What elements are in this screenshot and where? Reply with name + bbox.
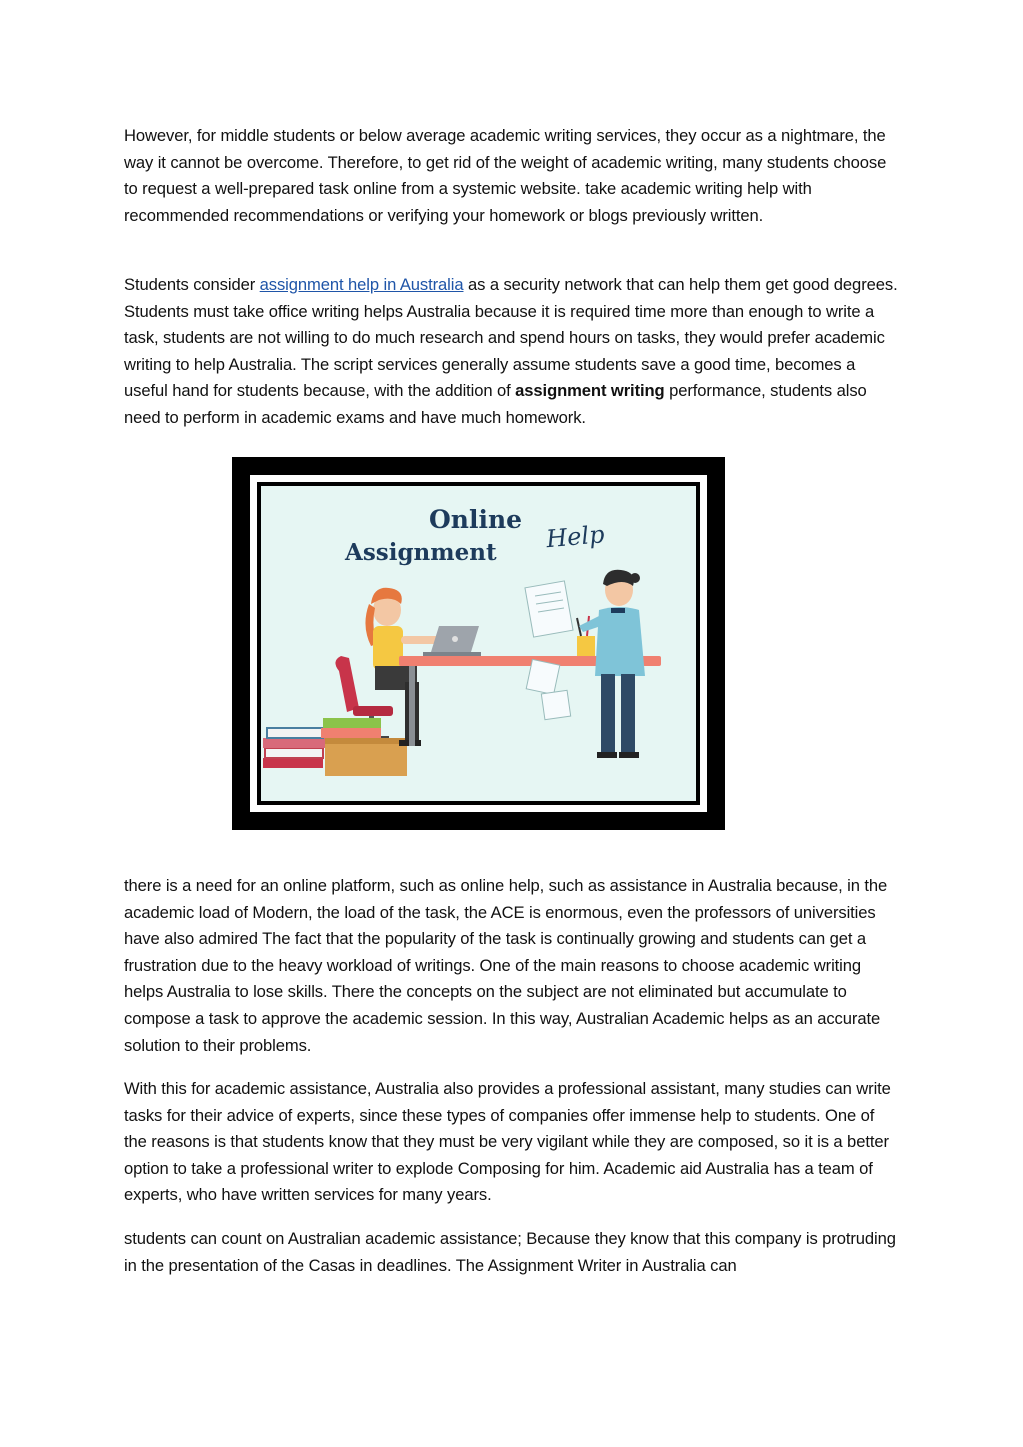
paragraph-2-end: performance, students also need to perform in academic exams and have much homework. [124, 381, 867, 427]
image-frame-black [257, 482, 700, 805]
paragraph-4-text: With this for academic assistance, Australia also provides a professional assistant, many studies can write tasks for their advice of experts, since these types of companies offer immense help to students. One of the reasons is that students know that they must be very vigilant while they are composed, so it is a better option to take a professional writer to explode Composing for him. Academic aid Australia has a team of experts, who have written services for many years. [124, 1079, 891, 1205]
title-help: Help [545, 520, 606, 554]
image-illustration [261, 486, 696, 801]
paragraph-5 [124, 1226, 899, 1279]
online-assignment-help-image [232, 457, 725, 830]
paragraph-2-text [124, 272, 899, 432]
paragraph-2-intro: Students consider [124, 275, 260, 294]
illustration-svg [261, 486, 692, 797]
image-frame-white [250, 475, 707, 812]
assignment-writing-bold: assignment writing [515, 381, 665, 401]
papers [525, 581, 573, 720]
pencil-cup [577, 636, 595, 656]
paragraph-1 [124, 123, 899, 229]
paragraph-2-body: as a security network that can help them get good degrees. Students must take office writing helps Australia because it is required time more than enough to write a task, students are not willing to do much research and spend hours on tasks, they would prefer academic writing to help Australia. The script services generally assume students save a good time, becomes a useful hand for students because, with the addition of [124, 275, 898, 401]
paragraph-1-text: However, for middle students or below average academic writing services, they occur as a nightmare, the way it cannot be overcome. Therefore, to get rid of the weight of academic writing, many students choose to request a well-prepared task online from a systemic website. take academic writing help with recommended recommendations or verifying your homework or blogs previously written. [124, 126, 887, 225]
paragraph-3-text: there is a need for an online platform, such as online help, such as assistance in Australia because, in the academic load of Modern, the load of the task, the ACE is enormous, even the professors of universities have also admired The fact that the popularity of the task is continually growing and students can get a frustration due to the heavy workload of writings. One of the main reasons to choose academic writing helps Australia to lose skills. There the concepts on the subject are not eliminated but accumulate to compose a task to approve the academic session. In this way, Australian Academic helps as an accurate solution to their problems. [124, 876, 888, 1055]
paragraph-3 [124, 873, 899, 1059]
paragraph-2 [124, 272, 899, 432]
paragraph-5-text: students can count on Australian academic assistance; Because they know that this company is protruding in the presentation of the Casas in deadlines. The Assignment Writer in Australia can [124, 1229, 896, 1275]
assignment-help-link[interactable]: assignment help in Australia [259, 275, 464, 294]
title-assignment: Assignment [345, 539, 497, 566]
paragraph-4 [124, 1076, 899, 1209]
title-online: Online [429, 505, 523, 534]
